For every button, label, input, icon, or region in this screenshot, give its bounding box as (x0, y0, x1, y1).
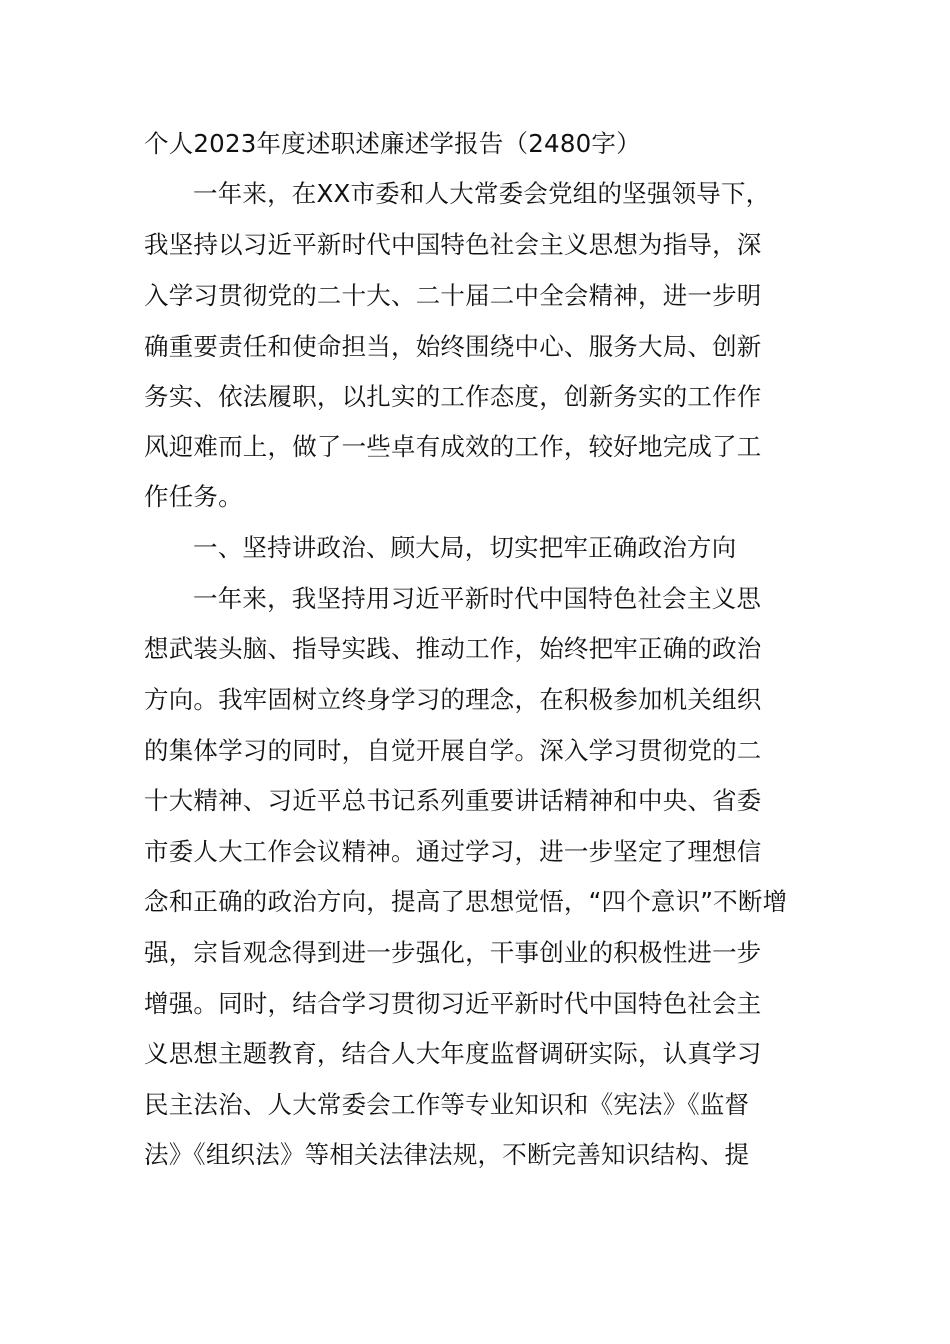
section-line: 一年来，我坚持用习近平新时代中国特色社会主义思 (193, 584, 762, 613)
intro-line: 一年来，在XX市委和人大常委会党组的坚强领导下， (193, 179, 771, 208)
section-line: 十大精神、习近平总书记系列重要讲话精神和中央、省委 (144, 786, 762, 815)
document-title: 个人2023年度述职述廉述学报告（2480字） (144, 129, 641, 158)
section-line: 方向。我牢固树立终身学习的理念，在积极参加机关组织 (144, 685, 762, 714)
section-line: 念和正确的政治方向，提高了思想觉悟，“四个意识”不断增 (144, 887, 788, 916)
section-line: 增强。同时，结合学习贯彻习近平新时代中国特色社会主 (144, 989, 762, 1018)
intro-line: 确重要责任和使命担当，始终围绕中心、服务大局、创新 (144, 332, 762, 361)
section-line: 强，宗旨观念得到进一步强化，干事创业的积极性进一步 (144, 938, 762, 967)
intro-line: 风迎难而上，做了一些卓有成效的工作，较好地完成了工 (144, 432, 762, 461)
section-line: 义思想主题教育，结合人大年度监督调研实际，认真学习 (144, 1039, 762, 1068)
intro-line: 作任务。 (144, 482, 243, 511)
section-line: 市委人大工作会议精神。通过学习，进一步坚定了理想信 (144, 837, 762, 866)
intro-line: 我坚持以习近平新时代中国特色社会主义思想为指导，深 (144, 230, 762, 259)
intro-line: 入学习贯彻党的二十大、二十届二中全会精神，进一步明 (144, 281, 762, 310)
section-line: 民主法治、人大常委会工作等专业知识和《宪法》《监督 (144, 1090, 750, 1119)
section-line: 法》《组织法》等相关法律法规，不断完善知识结构、提 (144, 1140, 750, 1169)
section-line: 想武装头脑、指导实践、推动工作，始终把牢正确的政治 (144, 634, 762, 663)
section-heading: 一、坚持讲政治、顾大局，切实把牢正确政治方向 (193, 533, 737, 562)
intro-line: 务实、依法履职，以扎实的工作态度，创新务实的工作作 (144, 382, 762, 411)
section-line: 的集体学习的同时，自觉开展自学。深入学习贯彻党的二 (144, 736, 762, 765)
